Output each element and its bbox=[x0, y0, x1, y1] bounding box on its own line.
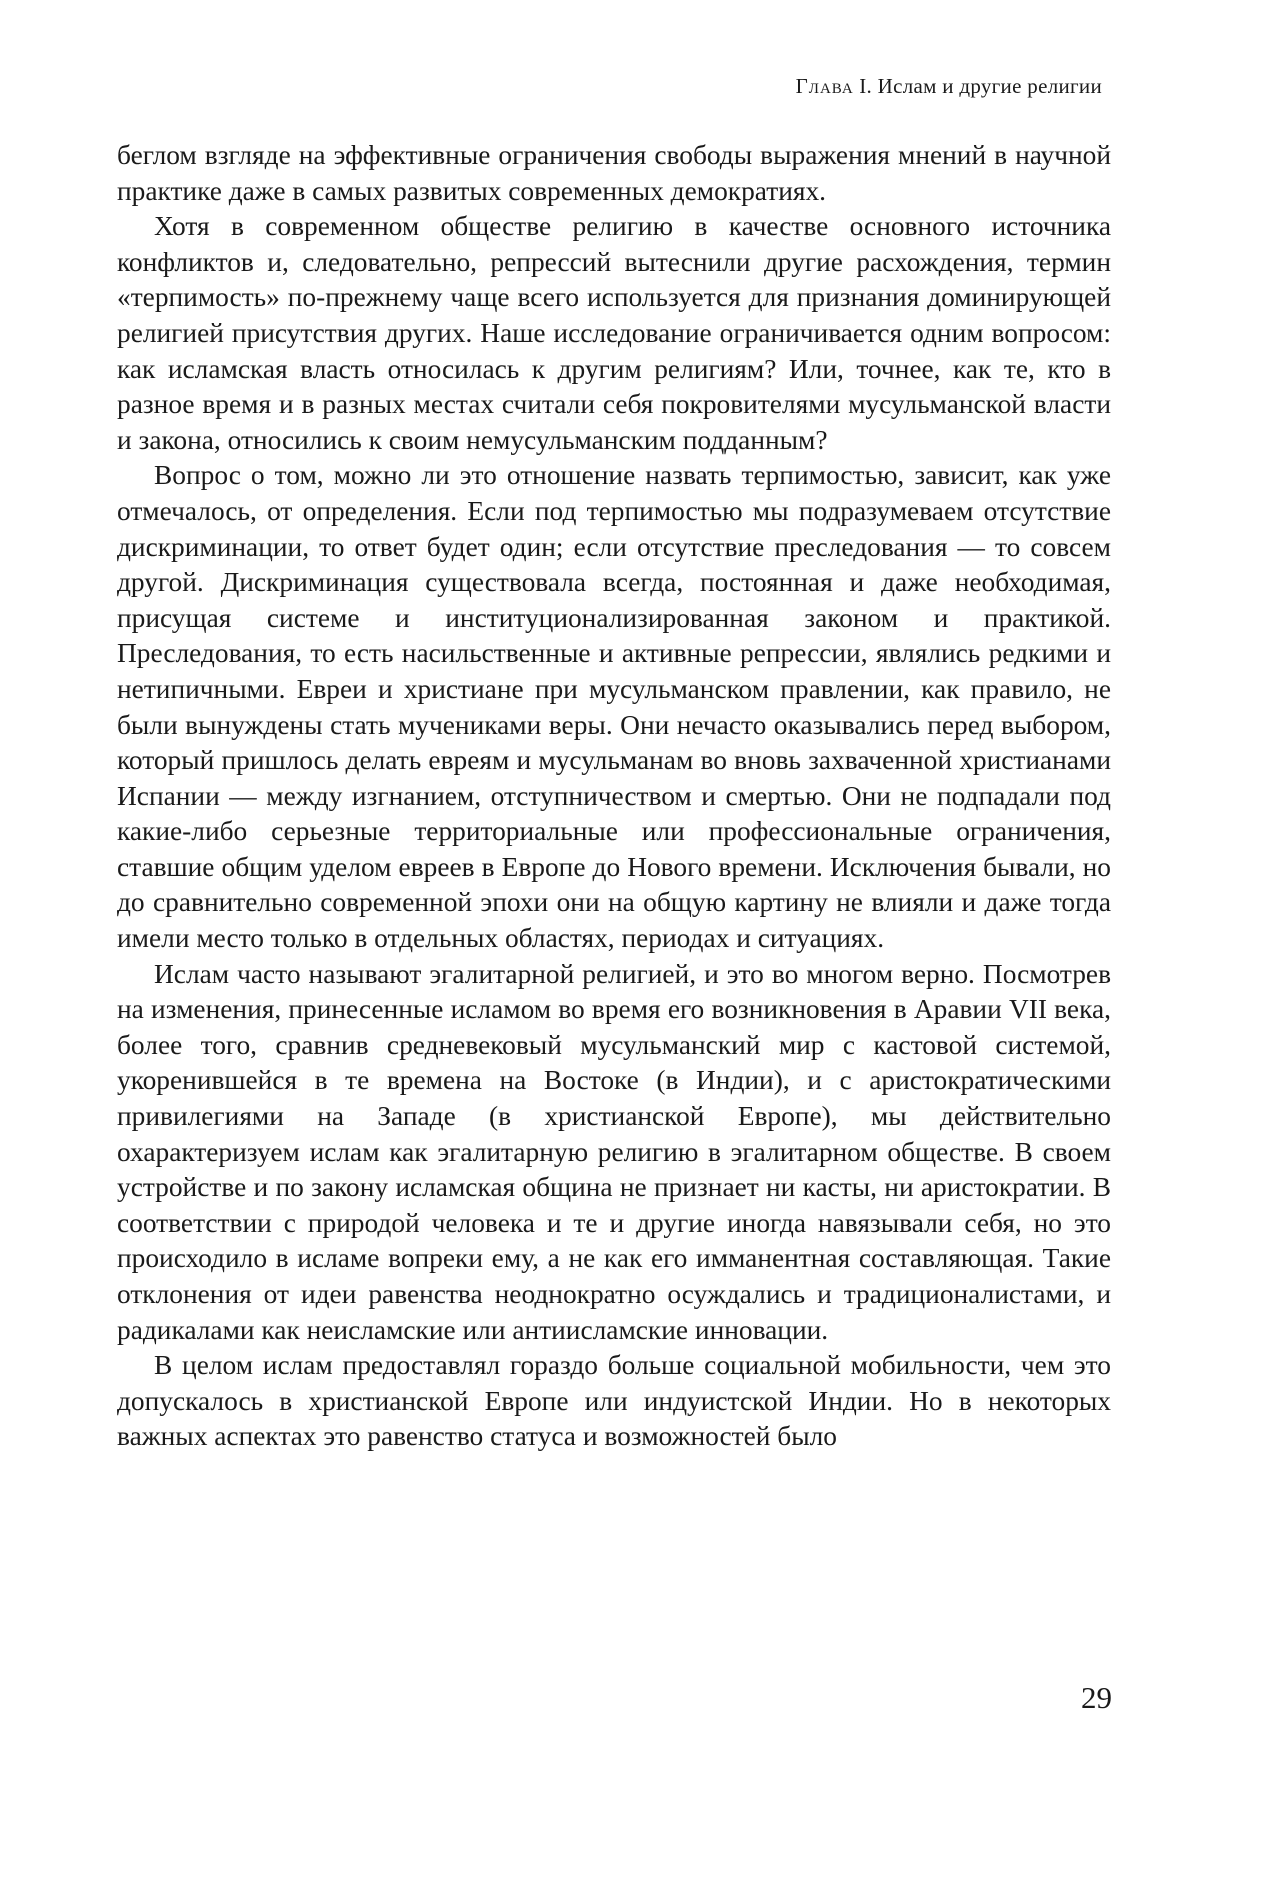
paragraph: Ислам часто называют эгалитарной религией, и это во многом верно. Посмотрев на изменения, принесенные исламом во время его возникновения в Аравии VII века, более того, сравнив средневековый мусульманский мир с кастовой системой, укоренившейся в те времена на Востоке (в Индии), и с аристократическими привилегиями на Западе (в христианской Европе), мы действительно охарактеризуем ислам как эгалитарную религию в эгалитарном обществе. В своем устройстве и по закону исламская община не признает ни касты, ни аристократии. В соответствии с природой человека и те и другие иногда навязывали себя, но это происходило в исламе вопреки ему, а не как его имманентная составляющая. Такие отклонения от идеи равенства неоднократно осуждались и традиционалистами, и радикалами как неисламские или антиисламские инновации. bbox=[117, 958, 1111, 1345]
running-head-chapter-title: I. Ислам и другие религии bbox=[859, 74, 1102, 98]
paragraph: Хотя в современном обществе религию в качестве основного источника конфликтов и, следовательно, репрессий вытеснили другие расхождения, термин «терпимость» по-прежнему чаще всего используется для признания доминирующей религией присутствия других. Наше исследование ограничивается одним вопросом: как исламская власть относилась к другим религиям? Или, точнее, как те, кто в разное время и в разных местах считали себя покровителями мусульманской власти и закона, относились к своим немусульманским подданным? bbox=[117, 211, 1111, 455]
body-text bbox=[117, 138, 1111, 1455]
running-head bbox=[796, 74, 1102, 99]
page-number: 29 bbox=[1081, 1680, 1112, 1715]
running-head-chapter-word: Глава bbox=[795, 74, 854, 98]
paragraph-continued: беглом взгляде на эффективные ограничения свободы выражения мнений в научной практике даже в самых развитых современных демократиях. bbox=[117, 140, 1111, 206]
paragraph: В целом ислам предоставлял гораздо больше социальной мобильности, чем это допускалось в христианской Европе или индуистской Индии. Но в некоторых важных аспектах это равенство статуса и возможностей было bbox=[117, 1350, 1111, 1452]
paragraph: Вопрос о том, можно ли это отношение назвать терпимостью, зависит, как уже отмечалось, от определения. Если под терпимостью мы подразумеваем отсутствие дискриминации, то ответ будет один; если отсутствие преследования — то совсем другой. Дискриминация существовала всегда, постоянная и даже необходимая, присущая системе и институционализированная законом и практикой. Преследования, то есть насильственные и активные репрессии, являлись редкими и нетипичными. Евреи и христиане при мусульманском правлении, как правило, не были вынуждены стать мучениками веры. Они нечасто оказывались перед выбором, который пришлось делать евреям и мусульманам во вновь захваченной христианами Испании — между изгнанием, отступничеством и смертью. Они не подпадали под какие-либо серьезные территориальные или профессиональные ограничения, ставшие общим уделом евреев в Европе до Нового времени. Исключения бывали, но до сравнительно современной эпохи они на общую картину не влияли и даже тогда имели место только в отдельных областях, периодах и ситуациях. bbox=[117, 460, 1111, 954]
